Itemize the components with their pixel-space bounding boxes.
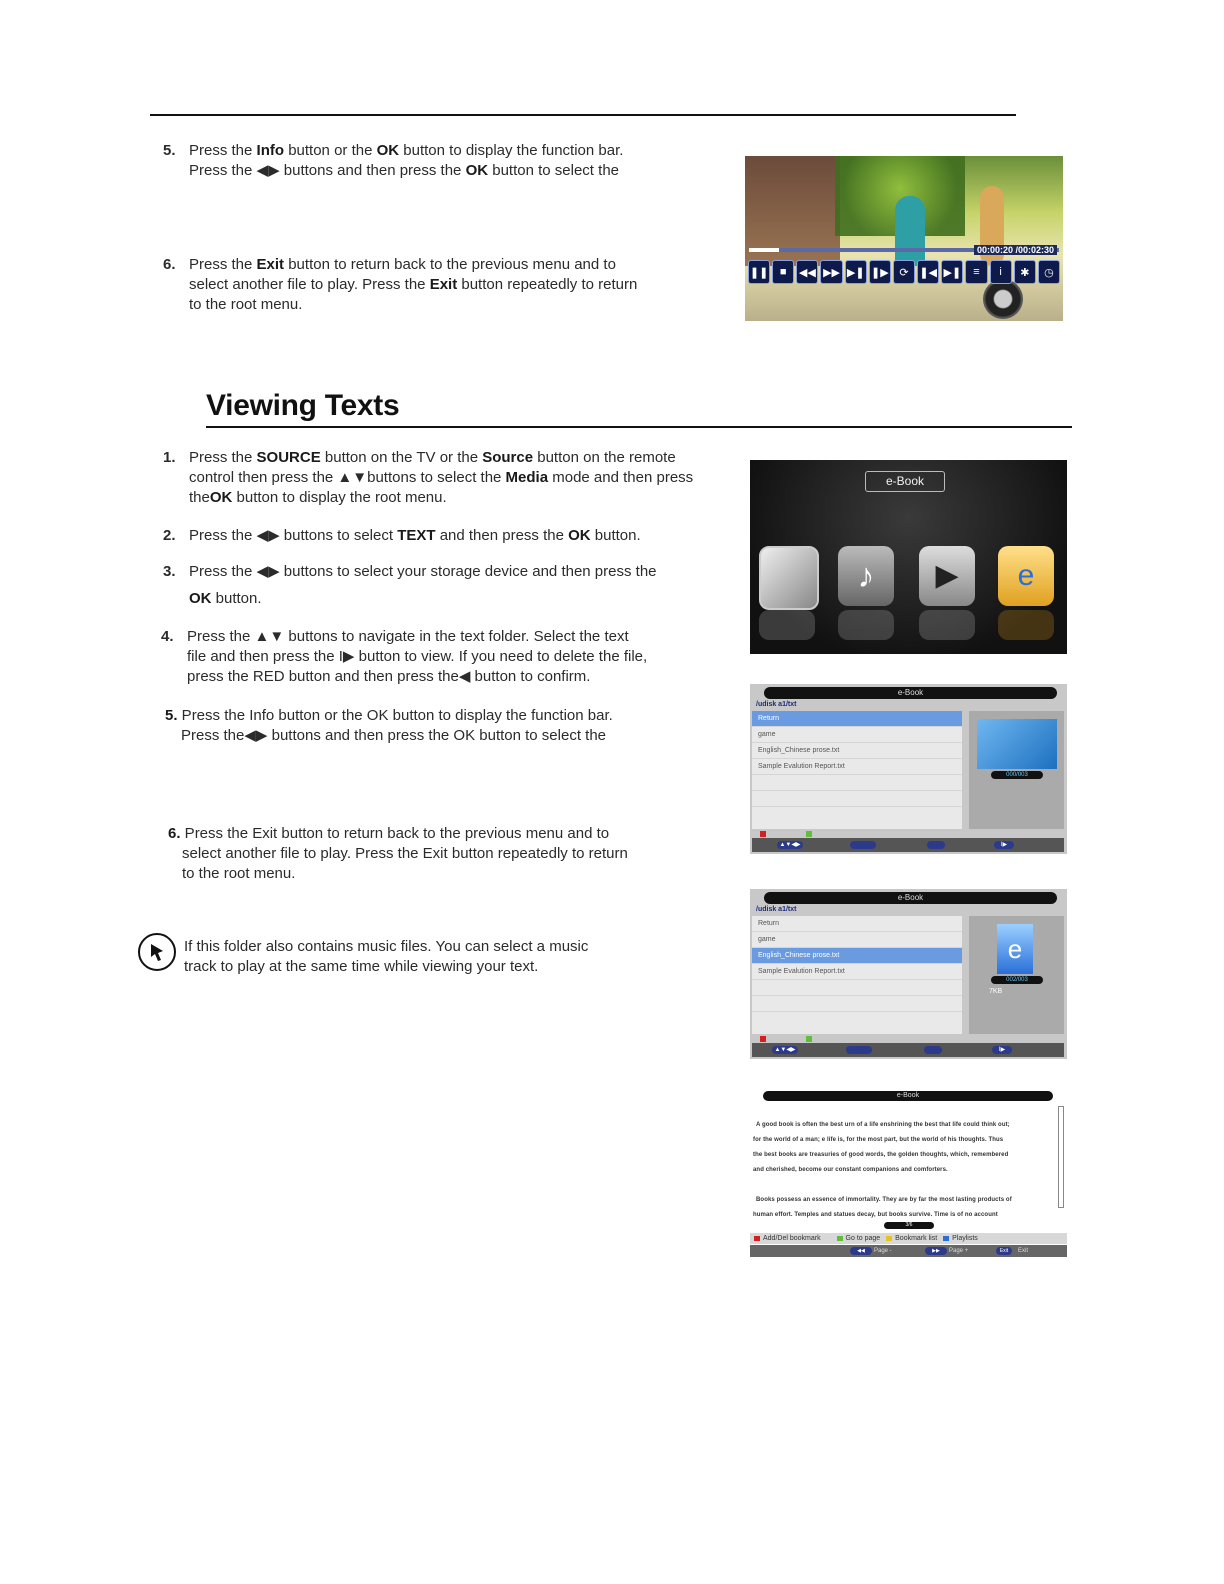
play-key: I▶ — [994, 841, 1014, 849]
video-player-screenshot — [745, 156, 1063, 321]
ebook-browser-screenshot-1 — [750, 684, 1067, 854]
red-key-icon — [760, 831, 766, 837]
green-key-icon — [837, 1236, 843, 1241]
folder-icon — [977, 719, 1057, 769]
ebook-menu-title: e-Book — [865, 471, 945, 492]
footer-pill — [850, 841, 876, 849]
step-2: 2. Press the ◀▶ buttons to select TEXT and then press the OK button. — [163, 527, 641, 544]
browser-title: e-Book — [764, 687, 1057, 699]
page-next-key: ▶▶ — [925, 1247, 947, 1255]
browser-title: e-Book — [764, 892, 1057, 904]
reader-nav-footer — [750, 1245, 1067, 1257]
file-list — [752, 711, 962, 829]
nav-keys: ▲▼◀▶ — [772, 1046, 798, 1054]
green-key-icon — [806, 831, 812, 837]
settings-icon: ✱ — [1014, 260, 1036, 284]
footer-pill — [927, 841, 945, 849]
list-item: Return — [752, 916, 962, 932]
next-icon: ▶❚ — [941, 260, 963, 284]
browser-path: /udisk a1/txt — [756, 701, 797, 708]
list-item: Sample Evalution Report.txt — [752, 759, 962, 775]
top-step-5: 5. Press the Info button or the OK button to display the function bar. Press the ◀▶ buttons and then press the OK button to select the — [163, 142, 624, 179]
ebook-root-menu-screenshot — [750, 460, 1067, 654]
file-count: 000/003 — [991, 771, 1043, 779]
fast-forward-icon: ▶▶ — [820, 260, 842, 284]
text-icon: e — [998, 546, 1054, 606]
reader-text-line: A good book is often the best urn of a life enshrining the best that life could think out; — [756, 1122, 1010, 1128]
list-item — [752, 791, 962, 807]
person-graphic — [895, 196, 925, 266]
list-item: English_Chinese prose.txt — [752, 743, 962, 759]
info-icon: i — [990, 260, 1012, 284]
section-title: Viewing Texts — [206, 389, 400, 422]
top-step-6: 6. Press the Exit button to return back to the previous menu and to select another file to play. Press the Exit button repeatedly to return to the root menu. — [163, 256, 638, 313]
list-item: game — [752, 932, 962, 948]
repeat-icon: ⟳ — [893, 260, 915, 284]
step-6: 6. Press the Exit button to return back to the previous menu and to select another file to play. Press the Exit button repeatedly to return to the root menu. — [168, 825, 628, 882]
list-item — [752, 980, 962, 996]
file-count: 002/003 — [991, 976, 1043, 984]
top-rule — [150, 114, 1016, 116]
reflection-graphic — [759, 610, 815, 640]
list-item: game — [752, 727, 962, 743]
yellow-key-icon — [886, 1236, 892, 1241]
section-rule — [206, 426, 1072, 428]
list-item — [752, 996, 962, 1012]
reader-text-line: and cherished, become our constant companions and comforters. — [753, 1167, 948, 1173]
browser-path: /udisk a1/txt — [756, 906, 797, 913]
footer-pill — [846, 1046, 872, 1054]
file-size: 7KB — [989, 988, 1003, 995]
playlist-icon: ≡ — [965, 260, 987, 284]
preview-panel — [969, 711, 1064, 829]
step-3: 3. Press the ◀▶ buttons to select your storage device and then press the OK button. — [163, 563, 657, 607]
music-icon: ♪ — [838, 546, 894, 606]
pin-note-icon — [138, 933, 176, 971]
reflection-graphic — [919, 610, 975, 640]
exit-key: Exit — [996, 1247, 1012, 1255]
reader-text-line: Books possess an essence of immortality. They are by far the most lasting products of — [756, 1197, 1012, 1203]
clock-icon: ◷ — [1038, 260, 1060, 284]
reflection-graphic — [998, 610, 1054, 640]
list-item — [752, 775, 962, 791]
file-list — [752, 916, 962, 1034]
ebook-browser-screenshot-2 — [750, 889, 1067, 1059]
page-indicator: 3/6 — [884, 1222, 934, 1229]
play-key: I▶ — [992, 1046, 1012, 1054]
preview-panel — [969, 916, 1064, 1034]
red-key-icon — [760, 1036, 766, 1042]
browser-footer — [752, 1043, 1064, 1057]
slow-forward-icon: ▶❚ — [845, 260, 867, 284]
nav-keys: ▲▼◀▶ — [777, 841, 803, 849]
reader-text-line: the best books are treasuries of good words, the golden thoughts, which, remembered — [753, 1152, 1009, 1158]
reader-text-line: for the world of a man; e life is, for the most part, but the world of his thoughts. Thus — [753, 1137, 1004, 1143]
browser-footer — [752, 838, 1064, 852]
photo-icon — [759, 546, 819, 610]
ebook-file-icon: e — [997, 924, 1033, 974]
blue-key-icon — [943, 1236, 949, 1241]
reader-color-keys: Add/Del bookmark Go to page Bookmark list Playlists — [750, 1233, 1067, 1244]
note-text: If this folder also contains music files. You can select a music track to play at the same time while viewing your text. — [184, 938, 589, 975]
red-key-icon — [754, 1236, 760, 1241]
step-5: 5. Press the Info button or the OK button to display the function bar. Press the◀▶ buttons and then press the OK button to select the — [165, 707, 613, 744]
list-item: English_Chinese prose.txt — [752, 948, 962, 964]
rewind-icon: ◀◀ — [796, 260, 818, 284]
movie-icon: ▶ — [919, 546, 975, 606]
previous-icon: ❚◀ — [917, 260, 939, 284]
page-prev-label: Page - — [874, 1248, 892, 1254]
step-1: 1. Press the SOURCE button on the TV or the Source button on the remote control then press the ▲▼buttons to select the Media mode and then press theOK button to display the root menu. — [163, 449, 694, 506]
ebook-reader-screenshot — [750, 1088, 1067, 1258]
stop-icon: ■ — [772, 260, 794, 284]
reader-text-line: human effort. Temples and statues decay, but books survive. Time is of no account — [753, 1212, 998, 1218]
video-function-bar — [748, 260, 1060, 286]
list-item: Return — [752, 711, 962, 727]
pause-icon: ❚❚ — [748, 260, 770, 284]
reader-scrollbar — [1058, 1106, 1064, 1208]
page-next-label: Page + — [949, 1248, 969, 1254]
page-prev-key: ◀◀ — [850, 1247, 872, 1255]
green-key-icon — [806, 1036, 812, 1042]
step-4: 4. Press the ▲▼ buttons to navigate in the text folder. Select the text file and then press the I▶ button to view. If you need to delete the file, press the RED button and then press the◀ button to confirm. — [161, 628, 648, 685]
list-item: Sample Evalution Report.txt — [752, 964, 962, 980]
step-icon: ❚▶ — [869, 260, 891, 284]
video-time-readout: 00:00:20 /00:02:30 — [974, 245, 1057, 255]
reader-title: e-Book — [763, 1091, 1053, 1101]
footer-pill — [924, 1046, 942, 1054]
reflection-graphic — [838, 610, 894, 640]
exit-label: Exit — [1018, 1248, 1029, 1254]
